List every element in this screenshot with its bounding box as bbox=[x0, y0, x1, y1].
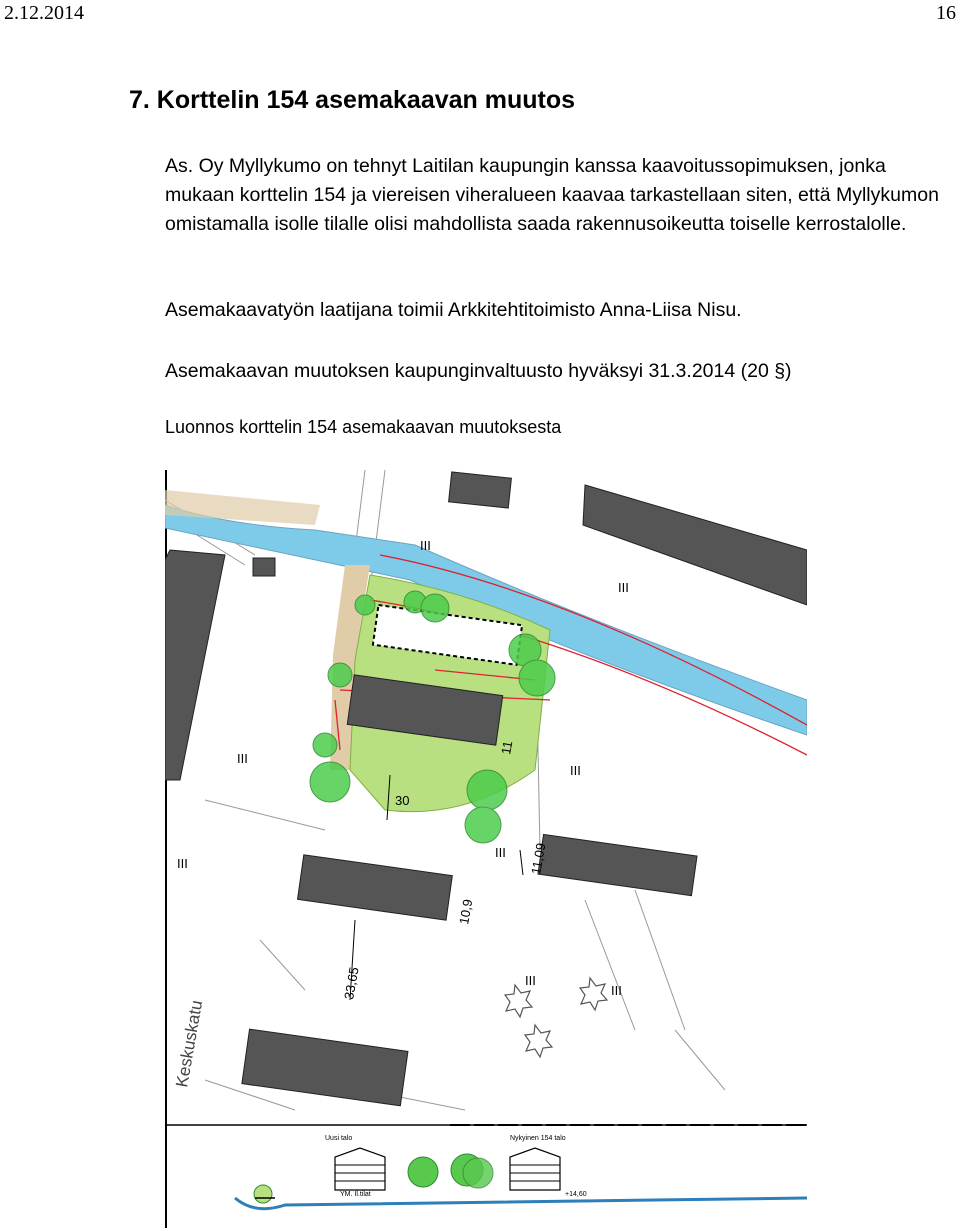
building-6 bbox=[253, 558, 275, 576]
section-title: 7. Korttelin 154 asemakaavan muutos bbox=[129, 86, 576, 114]
map-dimension-30: 30 bbox=[395, 793, 410, 808]
section-tree-4 bbox=[254, 1185, 272, 1203]
zoning-plan-map bbox=[165, 470, 807, 1228]
paragraph-architect: Asemakaavatyön laatijana toimii Arkkitehtitoimisto Anna-Liisa Nisu. bbox=[165, 299, 742, 321]
tree-5 bbox=[519, 660, 555, 696]
tree-7 bbox=[313, 733, 337, 757]
floor-mark-6: III bbox=[495, 845, 506, 860]
section-note-use: YM. Il.tilat bbox=[340, 1191, 371, 1198]
tree-10 bbox=[465, 807, 501, 843]
floor-mark-1: III bbox=[420, 538, 431, 553]
tree-9 bbox=[467, 770, 507, 810]
tree-1 bbox=[355, 595, 375, 615]
section-label-new-building: Uusi talo bbox=[325, 1135, 353, 1142]
map-dimension-11-09: 11,09 bbox=[528, 841, 549, 876]
floor-mark-5: III bbox=[177, 856, 188, 871]
street-keskuskatu: Keskuskatu bbox=[172, 998, 207, 1089]
floor-mark-7: III bbox=[525, 973, 536, 988]
tree-6 bbox=[328, 663, 352, 687]
floor-mark-4: III bbox=[570, 763, 581, 778]
section-house-existing bbox=[510, 1148, 560, 1190]
floor-mark-2: III bbox=[618, 580, 629, 595]
figure-caption: Luonnos korttelin 154 asemakaavan muutoksesta bbox=[165, 417, 562, 437]
section-note-level: +14,60 bbox=[565, 1191, 587, 1198]
section-house-new bbox=[335, 1148, 385, 1190]
map-dimension-10-9: 10,9 bbox=[456, 897, 476, 926]
tree-8 bbox=[310, 762, 350, 802]
section-tree-1 bbox=[408, 1157, 438, 1187]
map-dimension-33-65: 33,65 bbox=[341, 965, 362, 1001]
paragraph-approval: Asemakaavan muutoksen kaupunginvaltuusto hyväksyi 31.3.2014 (20 §) bbox=[165, 360, 792, 382]
paragraph-agreement: As. Oy Myllykumo on tehnyt Laitilan kaupungin kanssa kaavoitussopimuksen, jonka mukaan korttelin 154 ja viereisen viheralueen kaavaa tarkastellaan siten, että Myllykumon omistamalla isolle tilalle olisi mahdollista saada rakennusoikeutta toiselle kerrostalolle. bbox=[165, 155, 939, 235]
floor-mark-3: III bbox=[237, 751, 248, 766]
tree-3 bbox=[421, 594, 449, 622]
section-tree-3 bbox=[463, 1158, 493, 1188]
header-date: 2.12.2014 bbox=[4, 2, 84, 24]
building-7 bbox=[449, 472, 512, 508]
page-number: 16 bbox=[936, 2, 956, 24]
map-dimension-11: 11 bbox=[498, 739, 516, 756]
section-label-existing-building: Nykyinen 154 talo bbox=[510, 1135, 566, 1142]
floor-mark-8: III bbox=[611, 983, 622, 998]
